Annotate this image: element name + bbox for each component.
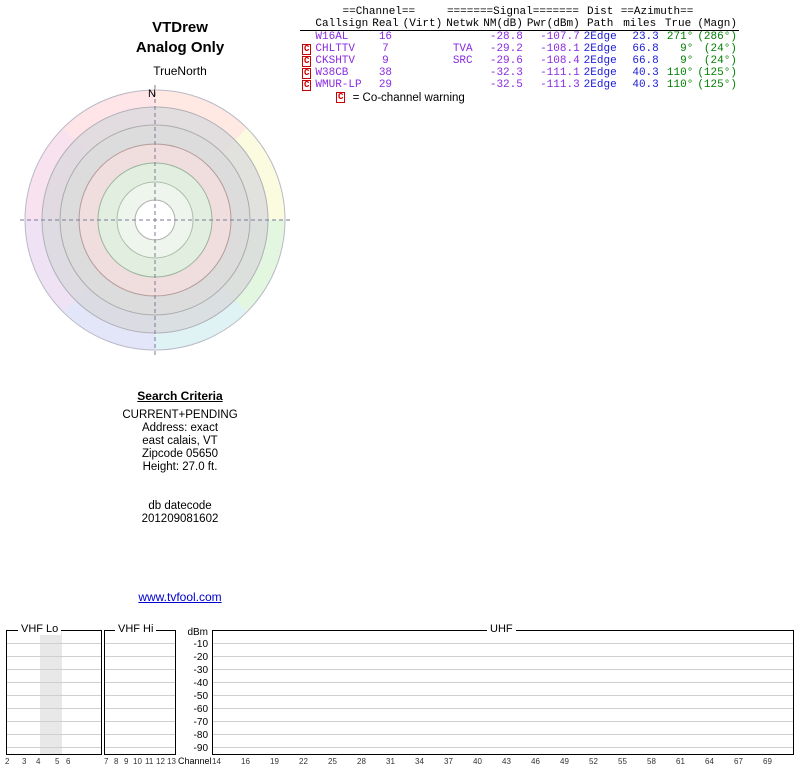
cell-virt (401, 43, 445, 55)
spectrum-chart (0, 620, 800, 768)
x-tick-8: 8 (114, 757, 119, 766)
cochannel-flag (300, 67, 313, 79)
station-table (300, 6, 739, 91)
site-link-anchor[interactable]: www.tvfool.com (138, 590, 222, 604)
cell-magn: (286°) (697, 31, 737, 43)
x-tick-4: 4 (36, 757, 41, 766)
x-tick-43: 43 (502, 757, 511, 766)
cell-path: 2Edge (583, 67, 617, 79)
cell-callsign[interactable]: CKSHTV (315, 55, 356, 67)
cell-path: 2Edge (583, 31, 617, 43)
cell-netwk (444, 31, 481, 44)
search-criteria (60, 390, 300, 474)
cell-nm: -32.3 (489, 67, 523, 79)
x-tick-9: 9 (124, 757, 129, 766)
vhf-lo-shade (40, 631, 62, 754)
search-criteria-line-2: east calais, VT (142, 435, 218, 447)
x-tick-19: 19 (270, 757, 279, 766)
cell-miles: 66.8 (632, 55, 659, 67)
cell-miles: 66.8 (632, 43, 659, 55)
x-axis-label: Channel (178, 756, 212, 766)
y-tick-40: -40 (193, 678, 208, 689)
x-tick-52: 52 (589, 757, 598, 766)
vhf-hi-panel (104, 630, 176, 755)
cochannel-badge: C (304, 68, 310, 78)
datecode-value: 201209081602 (141, 513, 219, 525)
cell-virt (401, 31, 445, 44)
cell-path: 2Edge (583, 55, 617, 67)
cell-real: 9 (382, 55, 389, 67)
cell-virt (401, 67, 445, 79)
x-tick-6: 6 (66, 757, 71, 766)
title-block (60, 18, 300, 58)
search-criteria-line-1: Address: exact (141, 422, 219, 434)
search-criteria-line-0: CURRENT+PENDING (122, 409, 238, 421)
table-row[interactable] (300, 43, 739, 55)
cochannel-legend-text: = Co-channel warning (352, 92, 465, 104)
col-nm: NM(dB) (483, 18, 523, 30)
search-criteria-line-3: Zipcode 05650 (141, 448, 219, 460)
y-tick-10: -10 (193, 639, 208, 650)
cell-true: 110° (666, 67, 694, 79)
x-tick-12: 12 (156, 757, 165, 766)
x-tick-7: 7 (104, 757, 109, 766)
cell-pwr: -107.7 (540, 31, 580, 43)
cell-nm: -29.2 (489, 43, 523, 55)
y-tick-20: -20 (193, 652, 208, 663)
y-tick-50: -50 (193, 691, 208, 702)
site-link[interactable] (60, 590, 300, 604)
datecode-block (60, 500, 300, 526)
x-tick-22: 22 (299, 757, 308, 766)
y-tick-30: -30 (193, 665, 208, 676)
cochannel-flag (300, 43, 313, 55)
cochannel-badge: C (304, 44, 310, 54)
uhf-panel (212, 630, 794, 755)
cell-pwr: -111.1 (540, 67, 580, 79)
cell-path: 2Edge (583, 79, 617, 91)
x-tick-31: 31 (386, 757, 395, 766)
x-tick-46: 46 (531, 757, 540, 766)
cochannel-badge: C (304, 80, 310, 90)
cochannel-badge: C (304, 56, 310, 66)
orientation-label: TrueNorth (153, 64, 207, 78)
cochannel-legend-badge: C (338, 92, 344, 103)
x-tick-5: 5 (55, 757, 60, 766)
column-header-row (300, 18, 739, 31)
x-tick-3: 3 (22, 757, 27, 766)
page-subtitle: Analog Only (135, 39, 225, 56)
band-label-uhf: UHF (487, 623, 516, 635)
cell-pwr: -108.4 (540, 55, 580, 67)
x-tick-61: 61 (676, 757, 685, 766)
cell-real: 38 (378, 67, 393, 79)
x-tick-28: 28 (357, 757, 366, 766)
y-tick-60: -60 (193, 704, 208, 715)
polar-plot (15, 80, 295, 360)
band-label-vhf-hi: VHF Hi (115, 623, 156, 635)
table-row[interactable] (300, 79, 739, 91)
x-tick-37: 37 (444, 757, 453, 766)
cell-netwk: SRC (452, 55, 473, 67)
cell-callsign[interactable]: W38CB (315, 67, 349, 79)
x-tick-10: 10 (133, 757, 142, 766)
datecode-label: db datecode (148, 500, 212, 512)
x-tick-40: 40 (473, 757, 482, 766)
y-tick-90: -90 (193, 743, 208, 754)
col-virt: (Virt) (402, 18, 443, 30)
cell-netwk (444, 67, 481, 79)
y-tick-80: -80 (193, 730, 208, 741)
cell-miles: 40.3 (632, 79, 659, 91)
y-axis-label: dBm (187, 627, 208, 638)
col-pwr: Pwr(dBm) (526, 18, 580, 30)
col-callsign: Callsign (315, 18, 369, 30)
x-tick-16: 16 (241, 757, 250, 766)
y-tick-70: -70 (193, 717, 208, 728)
cell-nm: -28.8 (489, 31, 523, 43)
col-real: Real (372, 18, 399, 30)
cell-miles: 40.3 (632, 67, 659, 79)
table-row[interactable] (300, 67, 739, 79)
col-magn: (Magn) (697, 18, 737, 30)
group-header-signal: =======Signal======= (446, 6, 579, 18)
cell-netwk (444, 79, 481, 91)
x-tick-58: 58 (647, 757, 656, 766)
cell-path: 2Edge (583, 43, 617, 55)
x-tick-64: 64 (705, 757, 714, 766)
col-true: True (661, 18, 696, 31)
col-path: Path (582, 18, 619, 31)
cell-true: 110° (666, 79, 694, 91)
cell-callsign[interactable]: WMUR-LP (315, 79, 362, 91)
cell-real: 29 (378, 79, 393, 91)
x-tick-34: 34 (415, 757, 424, 766)
search-criteria-line-4: Height: 27.0 ft. (142, 461, 218, 473)
cell-miles: 23.3 (632, 31, 659, 43)
table-row[interactable] (300, 31, 739, 44)
x-tick-49: 49 (560, 757, 569, 766)
table-row[interactable] (300, 55, 739, 67)
cell-real: 16 (378, 31, 393, 43)
cell-true: 9° (680, 55, 694, 67)
group-header-azimuth: ==Azimuth== (620, 6, 694, 18)
cell-pwr: -108.1 (540, 43, 580, 55)
cell-real: 7 (382, 43, 389, 55)
cochannel-legend (336, 92, 465, 104)
station-table-grid (300, 6, 739, 91)
polar-north-label: N (148, 88, 156, 100)
page-title: VTDrew (152, 19, 208, 36)
group-header-dist: Dist (586, 6, 614, 18)
cell-nm: -29.6 (489, 55, 523, 67)
col-netwk: Netwk (446, 18, 480, 30)
cochannel-flag (300, 79, 313, 91)
x-tick-67: 67 (734, 757, 743, 766)
cell-callsign[interactable]: W16AL (315, 31, 349, 43)
cell-virt (401, 79, 445, 91)
x-tick-55: 55 (618, 757, 627, 766)
x-tick-13: 13 (167, 757, 176, 766)
cell-true: 9° (680, 43, 694, 55)
x-tick-69: 69 (763, 757, 772, 766)
cell-pwr: -111.3 (540, 79, 580, 91)
band-label-vhf-lo: VHF Lo (18, 623, 61, 635)
search-criteria-heading: Search Criteria (137, 389, 223, 403)
cell-netwk: TVA (452, 43, 473, 55)
cell-magn: (125°) (697, 79, 737, 91)
cell-magn: (24°) (703, 43, 737, 55)
col-miles: miles (619, 18, 661, 31)
polar-plot-svg (15, 80, 295, 360)
cochannel-flag (300, 55, 313, 67)
cell-callsign[interactable]: CHLTTV (315, 43, 356, 55)
cochannel-flag (300, 31, 313, 44)
cell-virt (401, 55, 445, 67)
x-tick-2: 2 (5, 757, 10, 766)
group-header-channel: ==Channel== (342, 6, 416, 18)
cell-nm: -32.5 (489, 79, 523, 91)
cell-magn: (125°) (697, 67, 737, 79)
x-tick-14: 14 (212, 757, 221, 766)
cell-true: 271° (666, 31, 694, 43)
x-tick-25: 25 (328, 757, 337, 766)
group-header-row (300, 6, 739, 18)
x-tick-11: 11 (145, 757, 154, 766)
cell-magn: (24°) (703, 55, 737, 67)
